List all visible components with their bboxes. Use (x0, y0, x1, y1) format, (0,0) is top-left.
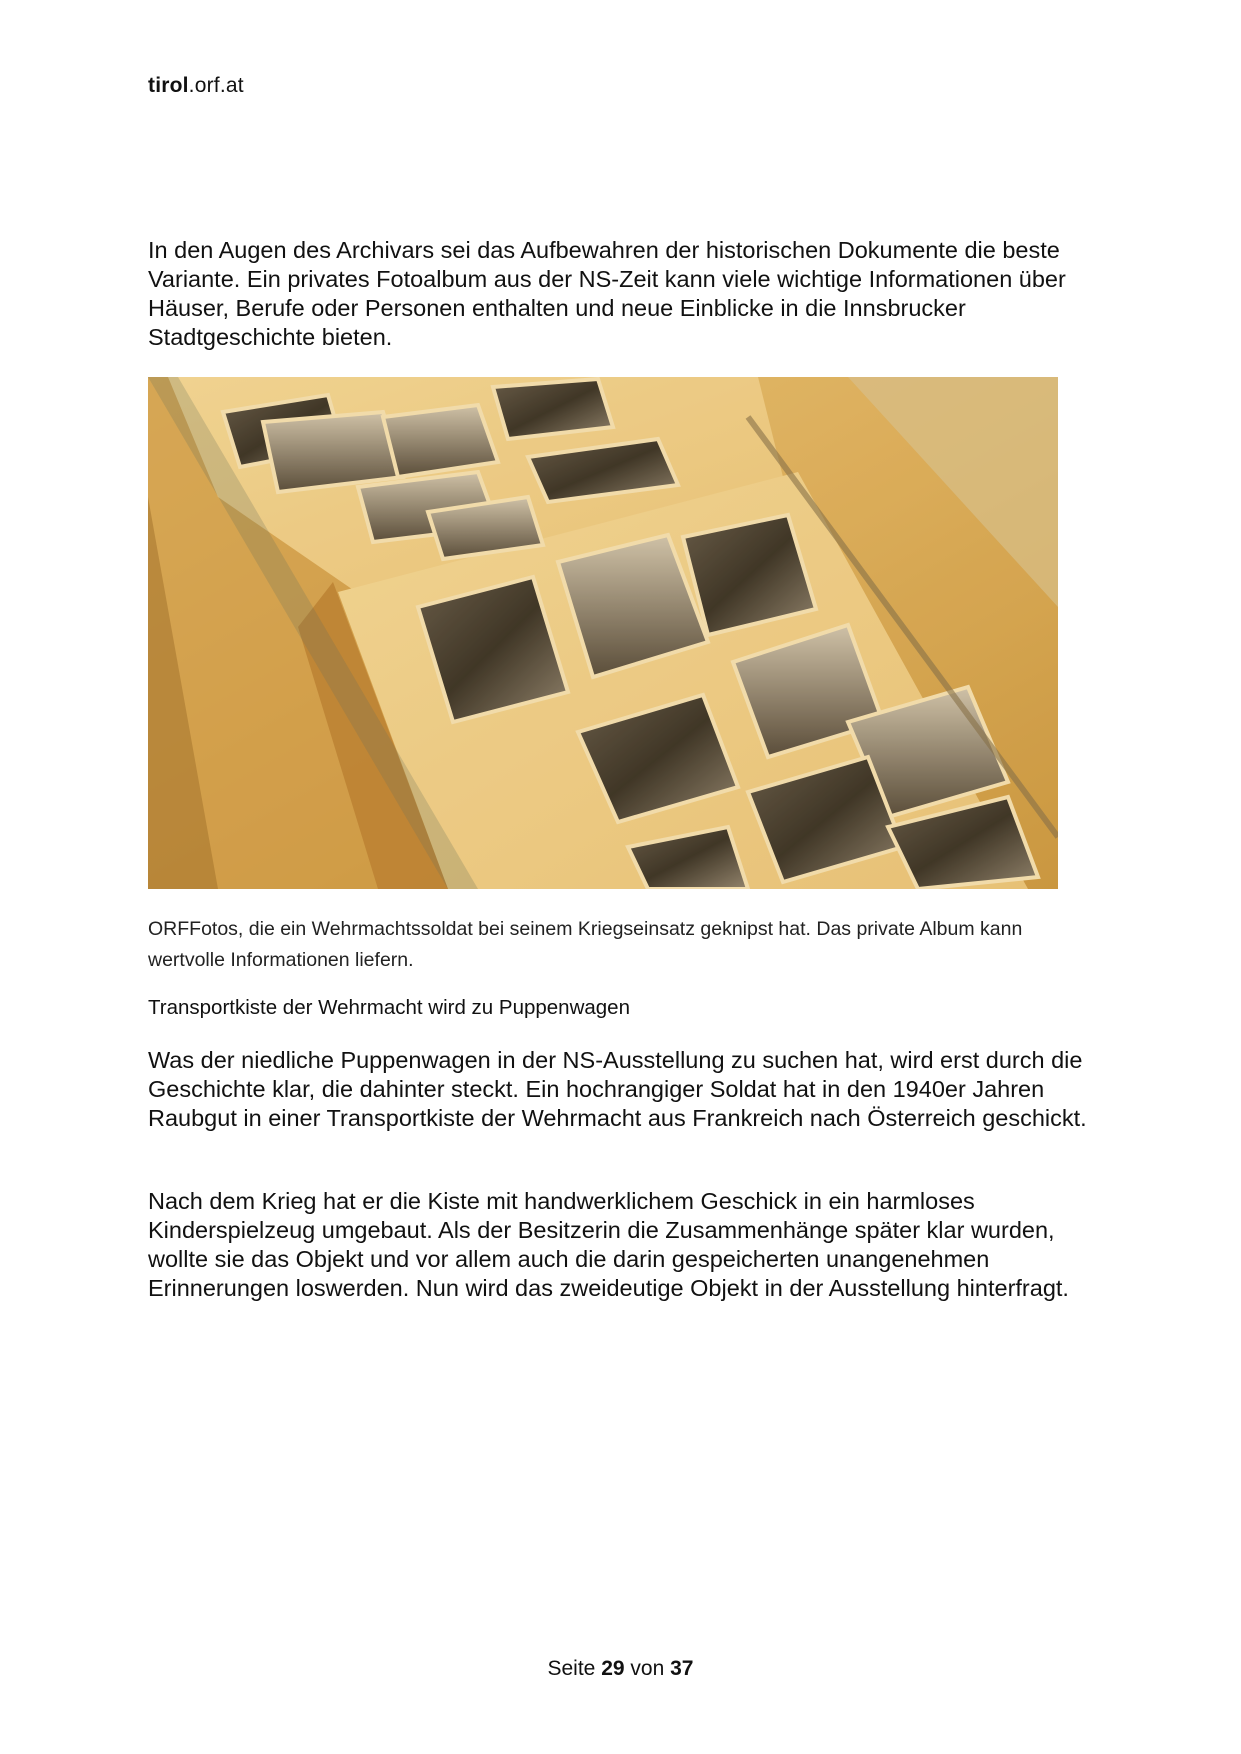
photo-album-image (148, 377, 1058, 889)
image-caption: ORFFotos, die ein Wehrmachtssoldat bei seinem Kriegseinsatz geknipst hat. Das private Album kann wertvolle Informationen liefern. (148, 918, 1023, 971)
paragraph-after-war: Nach dem Krieg hat er die Kiste mit handwerklichem Geschick in ein harmloses Kinderspielzeug umgebaut. Als der Besitzerin die Zusammenhänge später klar wurden, wollte sie das Objekt und vor allem auch die darin gespeicherten unangenehmen Erinnerungen loswerden. Nun wird das zweideutige Objekt in der Ausstellung hinterfragt. (148, 1188, 1069, 1301)
brand-domain: .orf.at (188, 74, 244, 97)
page-label-sep: von (630, 1657, 665, 1680)
page-label-prefix: Seite (547, 1657, 596, 1680)
page-number (0, 1657, 1241, 1681)
brand-bold: tirol (148, 74, 189, 97)
page-current: 29 (601, 1657, 625, 1680)
section-subheading: Transportkiste der Wehrmacht wird zu Puppenwagen (148, 996, 630, 1019)
paragraph-doll-carriage: Was der niedliche Puppenwagen in der NS-Ausstellung zu suchen hat, wird erst durch die Geschichte klar, die dahinter steckt. Ein hochrangiger Soldat hat in den 1940er Jahren Raubgut in einer Transportkiste der Wehrmacht aus Frankreich nach Österreich geschickt. (148, 1047, 1087, 1131)
paragraph-archivist: In den Augen des Archivars sei das Aufbewahren der historischen Dokumente die beste Variante. Ein privates Fotoalbum aus der NS-Zeit kann viele wichtige Informationen über Häuser, Berufe oder Personen enthalten und neue Einblicke in die Innsbrucker Stadtgeschichte bieten. (148, 237, 1066, 350)
page-total: 37 (670, 1657, 694, 1680)
site-header (148, 74, 244, 98)
